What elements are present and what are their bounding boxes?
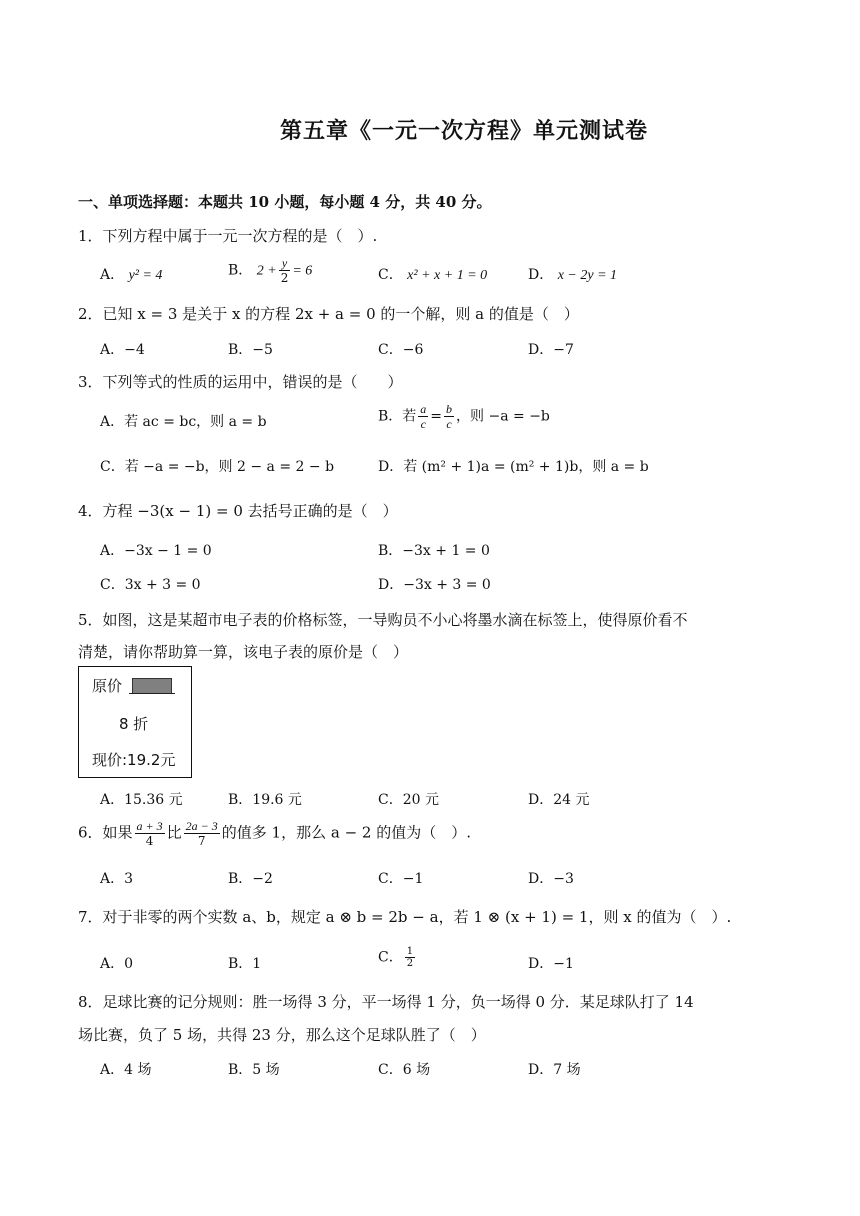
q2-option-a: A．−4 [100, 342, 145, 358]
ink-blot [132, 678, 172, 694]
q8-option-d: D．7 场 [528, 1062, 581, 1078]
q3-option-b: B．若 $\frac{a}{c}$ = $\frac{b}{c}$ ，则 −a = −b [378, 402, 550, 431]
q3-option-d: D．若 (m² + 1)a = (m² + 1)b，则 a = b [378, 459, 649, 475]
q2-option-d: D．−7 [528, 342, 574, 358]
q2-option-c: C．−6 [378, 342, 424, 358]
q8-option-a: A．4 场 [100, 1062, 152, 1078]
q5-option-c: C．20 元 [378, 792, 439, 808]
q1-option-b: B． 2 + $\frac{y}{2}$ = 6 [228, 256, 313, 285]
question-2: 2．已知 x = 3 是关于 x 的方程 2x + a = 0 的一个解，则 a 的值是（ ） [78, 305, 579, 323]
question-8-line-2: 场比赛，负了 5 场，共得 23 分，那么这个足球队胜了（ ） [78, 1026, 486, 1044]
q5-option-a: A．15.36 元 [100, 792, 183, 808]
q4-option-b: B．−3x + 1 = 0 [378, 543, 490, 559]
q2-option-b: B．−5 [228, 342, 273, 358]
question-5-line-1: 5．如图，这是某超市电子表的价格标签，一导购员不小心将墨水滴在标签上，使得原价看不 [78, 611, 688, 629]
q1-option-c: C． x² + x + 1 = 0 [378, 267, 488, 283]
question-4: 4．方程 −3(x − 1) = 0 去括号正确的是（ ） [78, 502, 398, 520]
q7-option-c: C． $\frac{1}{2}$ [378, 946, 414, 969]
q8-option-c: C．6 场 [378, 1062, 431, 1078]
question-5-line-2: 清楚，请你帮助算一算，该电子表的原价是（ ） [78, 643, 409, 661]
q1-option-a: A． y² = 4 [100, 267, 163, 283]
question-7: 7．对于非零的两个实数 a、b，规定 a ⊗ b = 2b − a，若 1 ⊗ (x + 1) = 1，则 x 的值为（ ）. [78, 908, 732, 926]
q8-option-b: B．5 场 [228, 1062, 280, 1078]
q5-option-b: B．19.6 元 [228, 792, 302, 808]
q7-option-d: D．−1 [528, 956, 574, 972]
q3-option-c: C．若 −a = −b，则 2 − a = 2 − b [100, 459, 335, 475]
q7-option-b: B．1 [228, 956, 262, 972]
question-3: 3．下列等式的性质的运用中，错误的是（ ） [78, 373, 403, 391]
price-tag-original-label: 原价 [92, 677, 123, 695]
q3-option-a: A．若 ac = bc，则 a = b [100, 414, 267, 430]
q5-option-d: D．24 元 [528, 792, 590, 808]
q6-option-a: A．3 [100, 871, 134, 887]
q4-option-d: D．−3x + 3 = 0 [378, 577, 491, 593]
q7-option-a: A．0 [100, 956, 134, 972]
section-heading: 一、单项选择题：本题共 10 小题，每小题 4 分，共 40 分。 [78, 193, 492, 211]
q6-option-b: B．−2 [228, 871, 273, 887]
q6-option-d: D．−3 [528, 871, 574, 887]
ink-blot-underline [129, 693, 175, 694]
q1-option-d: D． x − 2y = 1 [528, 267, 618, 283]
q4-option-c: C．3x + 3 = 0 [100, 577, 201, 593]
q6-option-c: C．−1 [378, 871, 424, 887]
question-6: 6．如果 $\frac{a + 3}{4}$ 比 $\frac{2a - 3}{7}$ 的值多 1，那么 a − 2 的值为（ ）. [78, 819, 471, 848]
question-8-line-1: 8．足球比赛的记分规则：胜一场得 3 分，平一场得 1 分，负一场得 0 分．某足球队打了 14 [78, 993, 694, 1011]
price-tag-current-price: 现价:19.2元 [92, 751, 176, 769]
price-tag-discount: 8 折 [119, 715, 149, 733]
q4-option-a: A．−3x − 1 = 0 [100, 543, 212, 559]
page-title: 第五章《一元一次方程》单元测试卷 [280, 118, 649, 144]
question-1: 1．下列方程中属于一元一次方程的是（ ）. [78, 227, 378, 245]
price-tag-figure [78, 666, 192, 778]
